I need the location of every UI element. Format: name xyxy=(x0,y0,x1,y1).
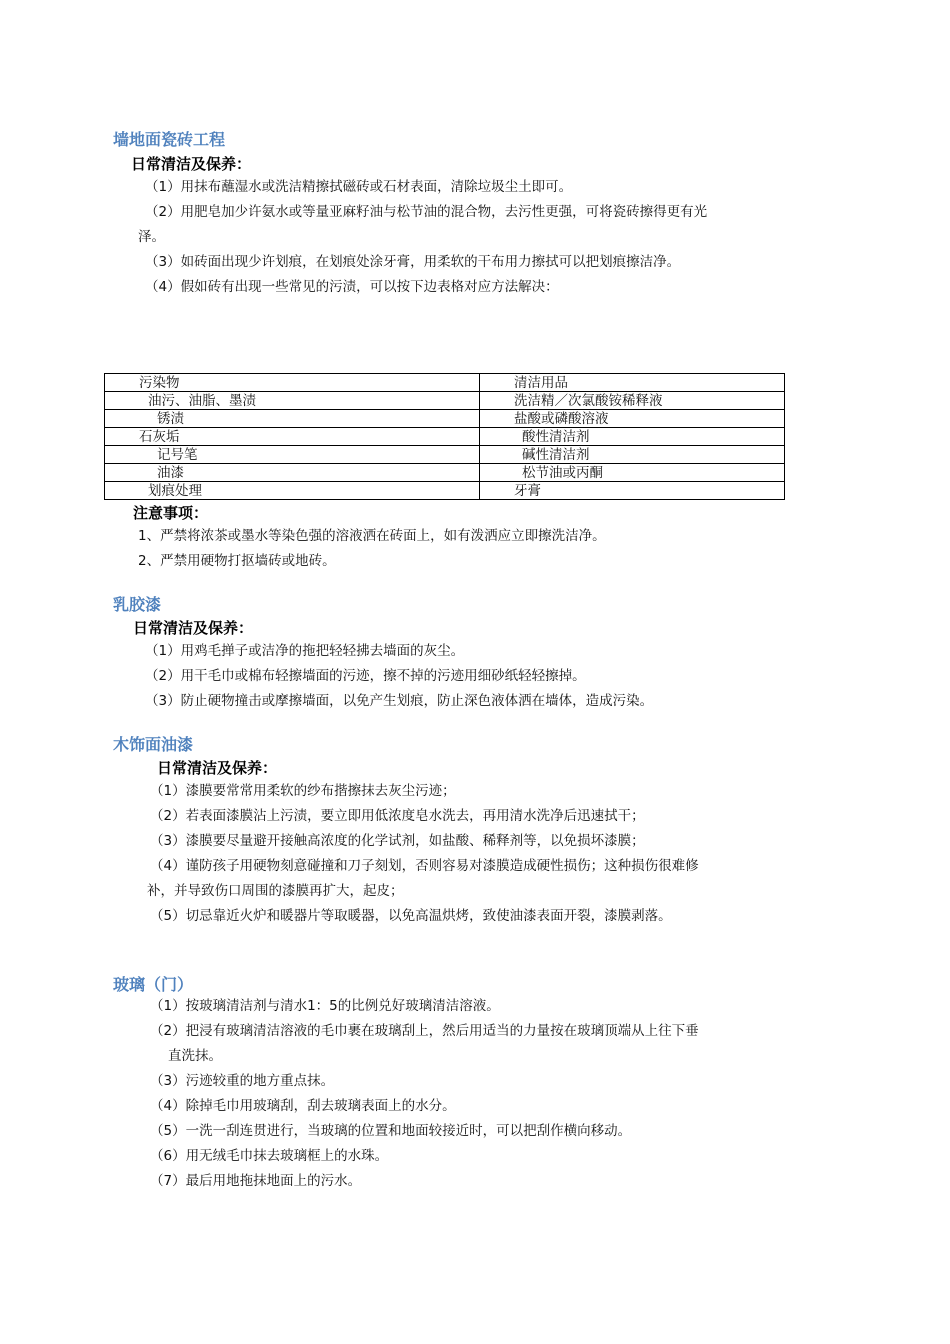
stain-table xyxy=(104,373,785,500)
list-item: （3）污迹较重的地方重点抹。 xyxy=(150,1073,335,1089)
list-item: （3）防止硬物撞击或摩擦墙面，以免产生划痕，防止深色液体洒在墙体，造成污染。 xyxy=(145,693,654,709)
table-row xyxy=(105,392,785,410)
section-title-tile: 墙地面瓷砖工程 xyxy=(113,130,226,149)
notes-title: 注意事项： xyxy=(133,504,209,522)
list-item: （2）用肥皂加少许氨水或等量亚麻籽油与松节油的混合物，去污性更强，可将瓷砖擦得更有光 xyxy=(145,204,708,220)
list-item: （4）假如砖有出现一些常见的污渍，可以按下边表格对应方法解决： xyxy=(145,279,559,295)
list-item: （5）切忌靠近火炉和暖器片等取暖器，以免高温烘烤，致使油漆表面开裂，漆膜剥落。 xyxy=(150,908,672,924)
list-item: 泽。 xyxy=(138,229,165,245)
list-item: （1）漆膜要常常用柔软的纱布揩擦抹去灰尘污迹； xyxy=(150,783,456,799)
list-item: （5）一洗一刮连贯进行，当玻璃的位置和地面较接近时，可以把刮作横向移动。 xyxy=(150,1123,632,1139)
list-item: 补，并导致伤口周围的漆膜再扩大，起皮； xyxy=(147,883,404,899)
list-item: （2）把浸有玻璃清洁溶液的毛巾裹在玻璃刮上，然后用适当的力量按在玻璃顶端从上往下垂 xyxy=(150,1023,699,1039)
table-cell: 锈渍 xyxy=(105,410,480,428)
table-header-cell: 污染物 xyxy=(105,374,480,392)
list-item: （1）用抹布蘸湿水或洗洁精擦拭磁砖或石材表面，清除垃圾尘土即可。 xyxy=(145,179,573,195)
table-row xyxy=(105,464,785,482)
list-item: （4）除掉毛巾用玻璃刮，刮去玻璃表面上的水分。 xyxy=(150,1098,456,1114)
list-item: （1）按玻璃清洁剂与清水1：5的比例兑好玻璃清洁溶液。 xyxy=(150,998,500,1014)
table-cell: 酸性清洁剂 xyxy=(480,428,785,446)
section-subtitle-tile: 日常清洁及保养： xyxy=(131,155,252,173)
table-cell: 油漆 xyxy=(105,464,480,482)
section-title-wood: 木饰面油漆 xyxy=(113,735,194,754)
table-header-cell: 清洁用品 xyxy=(480,374,785,392)
section-subtitle-latex: 日常清洁及保养： xyxy=(133,619,254,637)
table-header-row xyxy=(105,374,785,392)
list-item: （7）最后用地拖抹地面上的污水。 xyxy=(150,1173,362,1189)
table-row xyxy=(105,482,785,500)
list-item: （3）如砖面出现少许划痕，在划痕处涂牙膏，用柔软的干布用力擦拭可以把划痕擦洁净。 xyxy=(145,254,681,270)
list-item: （1）用鸡毛掸子或洁净的拖把轻轻拂去墙面的灰尘。 xyxy=(145,643,465,659)
list-item: （2）用干毛巾或棉布轻擦墙面的污迹，擦不掉的污迹用细砂纸轻轻擦掉。 xyxy=(145,668,586,684)
list-item: （4）谨防孩子用硬物刻意碰撞和刀子刻划，否则容易对漆膜造成硬性损伤；这种损伤很难修 xyxy=(150,858,699,874)
table-row xyxy=(105,446,785,464)
note-item: 2、严禁用硬物打抠墙砖或地砖。 xyxy=(138,553,336,569)
note-item: 1、严禁将浓茶或墨水等染色强的溶液洒在砖面上，如有泼洒应立即擦洗洁净。 xyxy=(138,528,606,544)
list-item: （6）用无绒毛巾抹去玻璃框上的水珠。 xyxy=(150,1148,389,1164)
table-row xyxy=(105,410,785,428)
table-cell: 油污、油脂、墨渍 xyxy=(105,392,480,410)
table-cell: 记号笔 xyxy=(105,446,480,464)
table-cell: 划痕处理 xyxy=(105,482,480,500)
table-cell: 盐酸或磷酸溶液 xyxy=(480,410,785,428)
table-row xyxy=(105,428,785,446)
table-cell: 洗洁精／次氯酸铵稀释液 xyxy=(480,392,785,410)
table-cell: 石灰垢 xyxy=(105,428,480,446)
list-item: （2）若表面漆膜沾上污渍，要立即用低浓度皂水洗去，再用清水洗净后迅速拭干； xyxy=(150,808,645,824)
section-title-latex: 乳胶漆 xyxy=(113,595,162,614)
list-item: （3）漆膜要尽量避开接触高浓度的化学试剂，如盐酸、稀释剂等，以免损坏漆膜； xyxy=(150,833,645,849)
table-cell: 松节油或丙酮 xyxy=(480,464,785,482)
table-cell: 牙膏 xyxy=(480,482,785,500)
table-cell: 碱性清洁剂 xyxy=(480,446,785,464)
section-title-glass: 玻璃（门） xyxy=(113,975,194,994)
list-item: 直洗抹。 xyxy=(168,1048,222,1064)
section-subtitle-wood: 日常清洁及保养： xyxy=(157,759,278,777)
